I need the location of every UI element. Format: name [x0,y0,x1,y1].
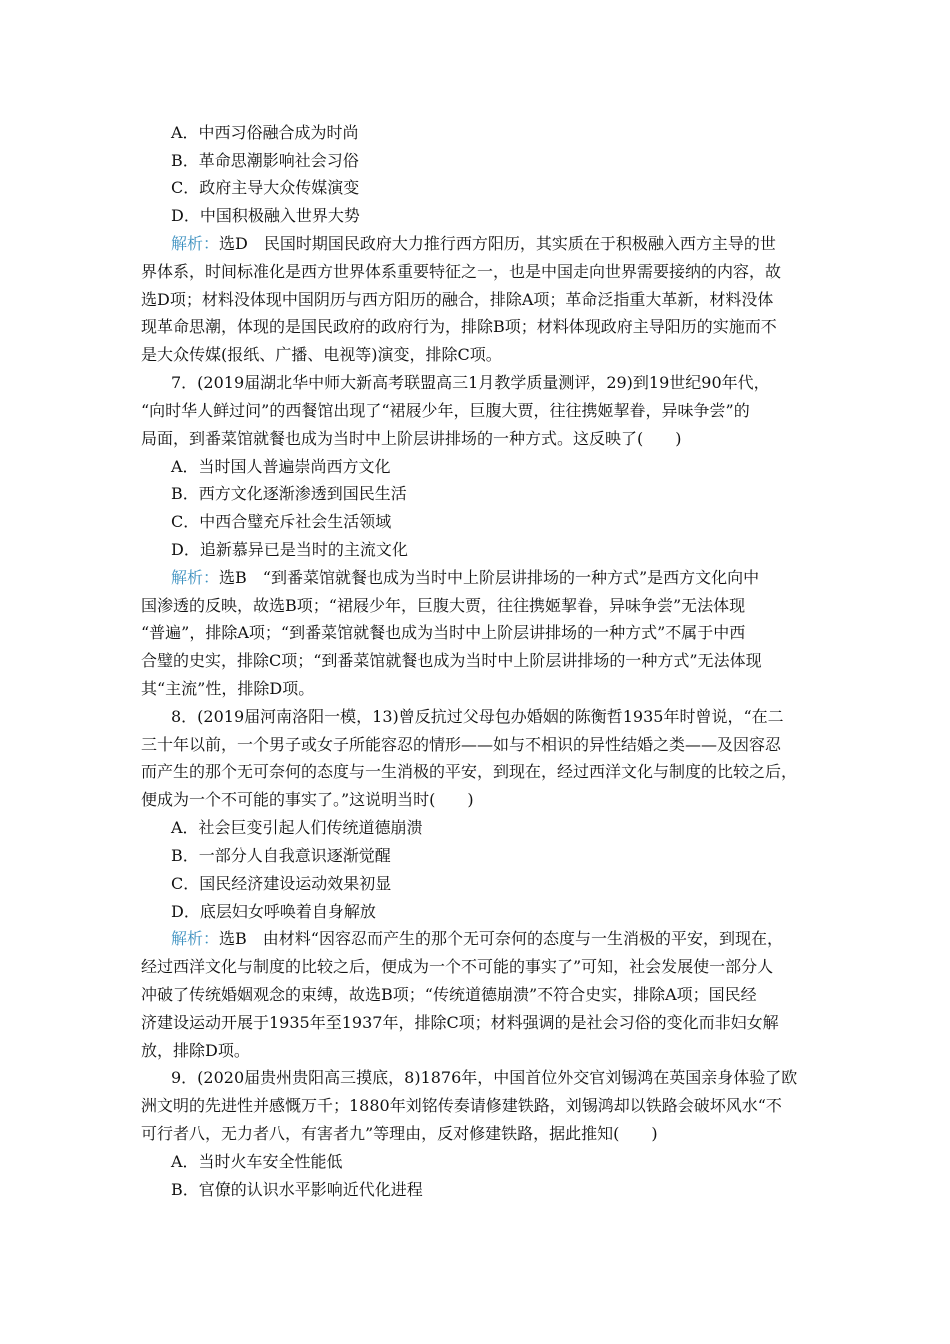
q7-analysis-line: 解析：选B “到番菜馆就餐也成为当时中上阶层讲排场的一种方式”是西方文化向中 [171,568,760,587]
q6-option-d: D．中国积极融入世界大势 [171,206,360,225]
q9-option-a: A．当时火车安全性能低 [171,1152,343,1171]
q7-analysis-line: “普遍”，排除A项；“到番菜馆就餐也成为当时中上阶层讲排场的一种方式”不属于中西 [141,623,746,642]
q7-stem: “向时华人鲜过问”的西餐馆出现了“裙屐少年，巨腹大贾，往往携姬挈眷，异味争尝”的 [141,401,750,420]
q6-analysis-line: 界体系，时间标准化是西方世界体系重要特征之一，也是中国走向世界需要接纳的内容，故 [141,262,782,281]
analysis-label: 解析： [171,568,220,587]
q9-stem: 可行者八，无力者八，有害者九”等理由，反对修建铁路，据此推知( ) [141,1124,658,1143]
q8-option-b: B．一部分人自我意识逐渐觉醒 [171,846,391,865]
q9-stem: 洲文明的先进性并感慨万千；1880年刘铭传奏请修建铁路，刘锡鸿却以铁路会破坏风水“不 [141,1096,782,1115]
analysis-label: 解析： [171,929,220,948]
q8-analysis-line: 济建设运动开展于1935年至1937年，排除C项；材料强调的是社会习俗的变化而非妇女解 [141,1013,779,1032]
q8-option-c: C．国民经济建设运动效果初显 [171,874,392,893]
q8-stem: 便成为一个不可能的事实了。”这说明当时( ) [141,790,474,809]
q9-stem: 9．(2020届贵州贵阳高三摸底，8)1876年，中国首位外交官刘锡鸿在英国亲身体验了欧 [171,1068,798,1087]
q8-option-d: D．底层妇女呼唤着自身解放 [171,902,376,921]
analysis-label: 解析： [171,234,220,253]
q6-option-a: A．中西习俗融合成为时尚 [171,123,359,142]
q8-analysis-line: 放，排除D项。 [141,1041,250,1060]
q8-analysis-line: 冲破了传统婚姻观念的束缚，故选B项；“传统道德崩溃”不符合史实，排除A项；国民经 [141,985,757,1004]
q7-analysis-line: 国渗透的反映，故选B项；“裙屐少年，巨腹大贾，往往携姬挈眷，异味争尝”无法体现 [141,596,746,615]
q6-analysis-line: 选D项；材料没体现中国阴历与西方阳历的融合，排除A项；革命泛指重大革新，材料没体 [141,290,774,309]
q6-option-c: C．政府主导大众传媒演变 [171,178,360,197]
q7-analysis-line: 其“主流”性，排除D项。 [141,679,315,698]
q7-option-a: A．当时国人普遍崇尚西方文化 [171,457,391,476]
q8-stem: 8．(2019届河南洛阳一模，13)曾反抗过父母包办婚姻的陈衡哲1935年时曾说，“在二 [171,707,784,726]
q9-option-b: B．官僚的认识水平影响近代化进程 [171,1180,423,1199]
q6-analysis-line: 是大众传媒(报纸、广播、电视等)演变，排除C项。 [141,345,502,364]
q7-analysis-line: 合璧的史实，排除C项；“到番菜馆就餐也成为当时中上阶层讲排场的一种方式”无法体现 [141,651,762,670]
q6-analysis-line: 解析：选D 民国时期国民政府大力推行西方阳历，其实质在于积极融入西方主导的世 [171,234,776,253]
q8-analysis-line: 解析：选B 由材料“因容忍而产生的那个无可奈何的态度与一生消极的平安，到现在， [171,929,783,948]
q7-option-b: B．西方文化逐渐渗透到国民生活 [171,484,407,503]
q6-option-b: B．革命思潮影响社会习俗 [171,151,359,170]
q8-stem: 而产生的那个无可奈何的态度与一生消极的平安，到现在，经过西洋文化与制度的比较之后， [141,762,798,781]
q7-stem: 局面，到番菜馆就餐也成为当时中上阶层讲排场的一种方式。这反映了( ) [141,429,682,448]
q6-analysis-line: 现革命思潮，体现的是国民政府的政府行为，排除B项；材料体现政府主导阳历的实施而不 [141,317,777,336]
q7-stem: 7．(2019届湖北华中师大新高考联盟高三1月教学质量测评，29)到19世纪90年代， [171,373,770,392]
q7-option-c: C．中西合璧充斥社会生活领域 [171,512,392,531]
q8-option-a: A．社会巨变引起人们传统道德崩溃 [171,818,423,837]
q8-stem: 三十年以前，一个男子或女子所能容忍的情形——如与不相识的异性结婚之类——及因容忍 [141,735,782,754]
q8-analysis-line: 经过西洋文化与制度的比较之后，便成为一个不可能的事实了”可知，社会发展使一部分人 [141,957,774,976]
q7-option-d: D．追新慕异已是当时的主流文化 [171,540,408,559]
